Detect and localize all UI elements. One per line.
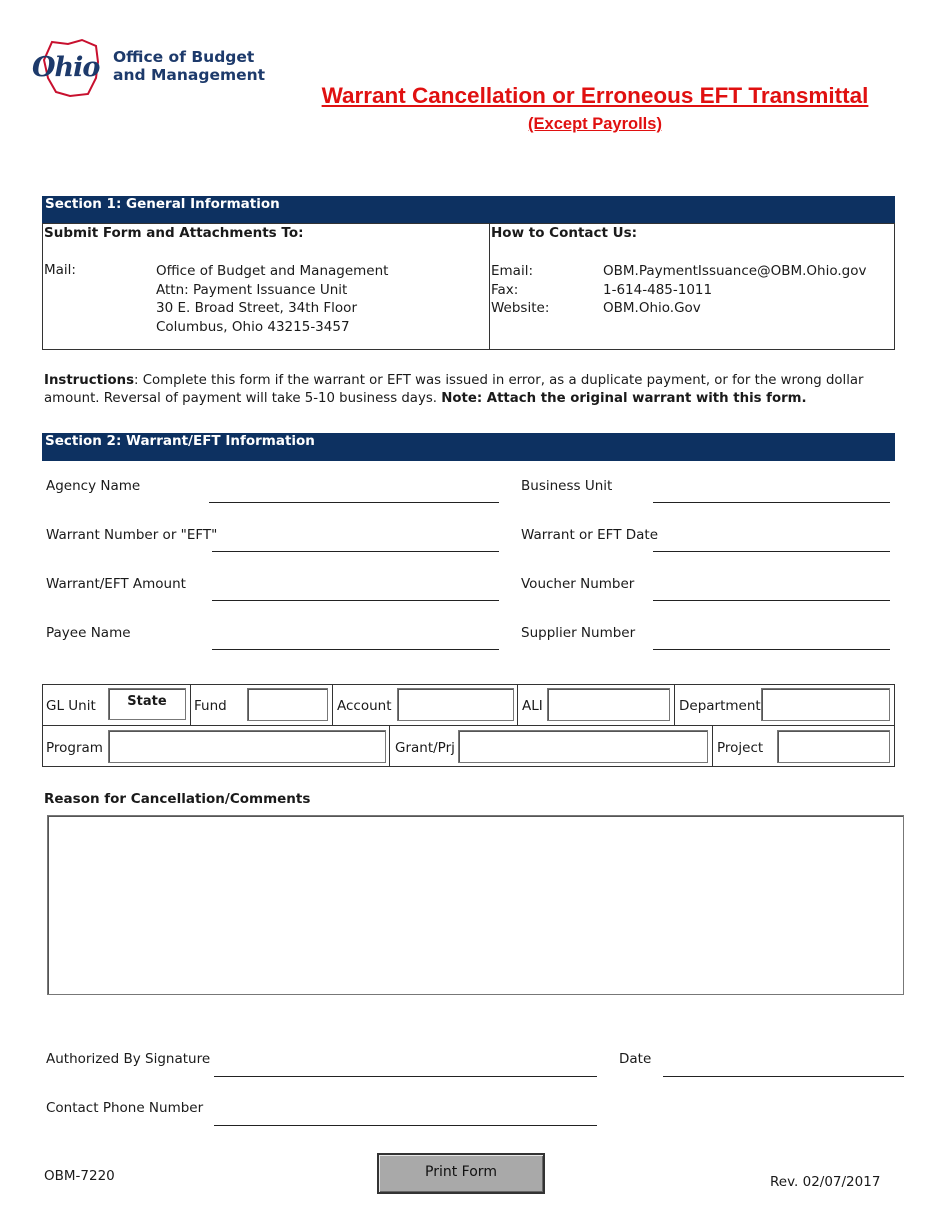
address-line: Attn: Payment Issuance Unit [156,281,348,298]
warrant-date-field[interactable] [653,551,890,552]
fund-field[interactable] [247,688,328,721]
gl-unit-label: GL Unit [46,698,96,714]
agency-name [113,48,265,84]
instructions-label: Instructions [44,373,135,388]
website-link[interactable]: OBM.Ohio.Gov [603,300,701,316]
account-label: Account [337,698,392,714]
address-line: Office of Budget and Management [156,263,389,279]
contact-labels [491,262,549,318]
grant-field[interactable] [458,730,708,763]
agency-name-field[interactable] [209,502,499,503]
grid-col-divider [389,725,390,767]
fund-label: Fund [194,698,227,714]
instructions-text: : Complete this form if the warrant or EFT was issued in error, as a duplicate payment, or for the wrong dollar amount. Reversal of payment will take 5-10 business days. [44,373,864,406]
payee-name-field[interactable] [212,649,499,650]
ali-field[interactable] [547,688,670,721]
form-number: OBM-7220 [44,1168,115,1184]
section-1-divider [489,223,490,350]
program-label: Program [46,740,103,756]
contact-heading: How to Contact Us: [491,225,638,241]
reason-textarea[interactable] [47,815,904,995]
email-label: Email: [491,263,534,279]
ohio-logo [30,38,105,98]
instructions-note: Note: Attach the original warrant with this form. [441,391,807,406]
grid-col-divider [674,684,675,725]
fax-number: 1-614-485-1011 [603,281,713,298]
form-subtitle: (Except Payrolls) [528,115,662,133]
account-field[interactable] [397,688,514,721]
warrant-number-label: Warrant Number or "EFT" [46,527,218,543]
business-unit-label: Business Unit [521,478,613,494]
form-title: Warrant Cancellation or Erroneous EFT Transmittal [321,83,869,108]
voucher-number-field[interactable] [653,600,890,601]
section-1-heading: Section 1: General Information [42,196,895,224]
reason-label: Reason for Cancellation/Comments [44,791,311,807]
program-field[interactable] [108,730,386,763]
mail-label: Mail: [44,262,76,278]
gl-unit-field[interactable]: State [108,688,186,720]
grid-col-divider [517,684,518,725]
mailing-address [156,262,388,336]
grant-label: Grant/Prj [395,740,455,756]
supplier-number-label: Supplier Number [521,625,636,641]
grid-row-divider [42,725,895,726]
department-field[interactable] [761,688,890,721]
project-label: Project [717,740,764,756]
authorized-signature-label: Authorized By Signature [46,1051,211,1067]
warrant-date-label: Warrant or EFT Date [521,527,658,543]
grid-col-divider [712,725,713,767]
ali-label: ALI [522,698,543,714]
website-label: Website: [491,300,550,316]
grid-col-divider [190,684,191,725]
contact-values [603,262,866,318]
agency-name-label: Agency Name [46,478,141,494]
voucher-number-label: Voucher Number [521,576,635,592]
submit-heading: Submit Form and Attachments To: [44,225,304,241]
department-label: Department [679,698,761,714]
agency-line-1: Office of Budget [113,48,255,66]
instructions [44,372,904,408]
section-2-heading: Section 2: Warrant/EFT Information [42,433,895,461]
supplier-number-field[interactable] [653,649,890,650]
fax-label: Fax: [491,281,519,298]
payee-name-label: Payee Name [46,625,131,641]
agency-line-2: and Management [113,66,266,84]
authorized-signature-field[interactable] [214,1076,597,1077]
date-field[interactable] [663,1076,904,1077]
amount-label: Warrant/EFT Amount [46,576,186,592]
contact-phone-field[interactable] [214,1125,597,1126]
print-form-button[interactable]: Print Form [377,1153,545,1194]
logo-word: Ohio [32,52,100,83]
email-link[interactable]: OBM.PaymentIssuance@OBM.Ohio.gov [603,263,867,279]
business-unit-field[interactable] [653,502,890,503]
address-line: Columbus, Ohio 43215-3457 [156,318,350,335]
warrant-number-field[interactable] [212,551,499,552]
grid-col-divider [332,684,333,725]
address-line: 30 E. Broad Street, 34th Floor [156,300,357,316]
project-field[interactable] [777,730,890,763]
contact-phone-label: Contact Phone Number [46,1100,204,1116]
amount-field[interactable] [212,600,499,601]
revision-date: Rev. 02/07/2017 [770,1174,881,1190]
date-label: Date [619,1051,652,1067]
